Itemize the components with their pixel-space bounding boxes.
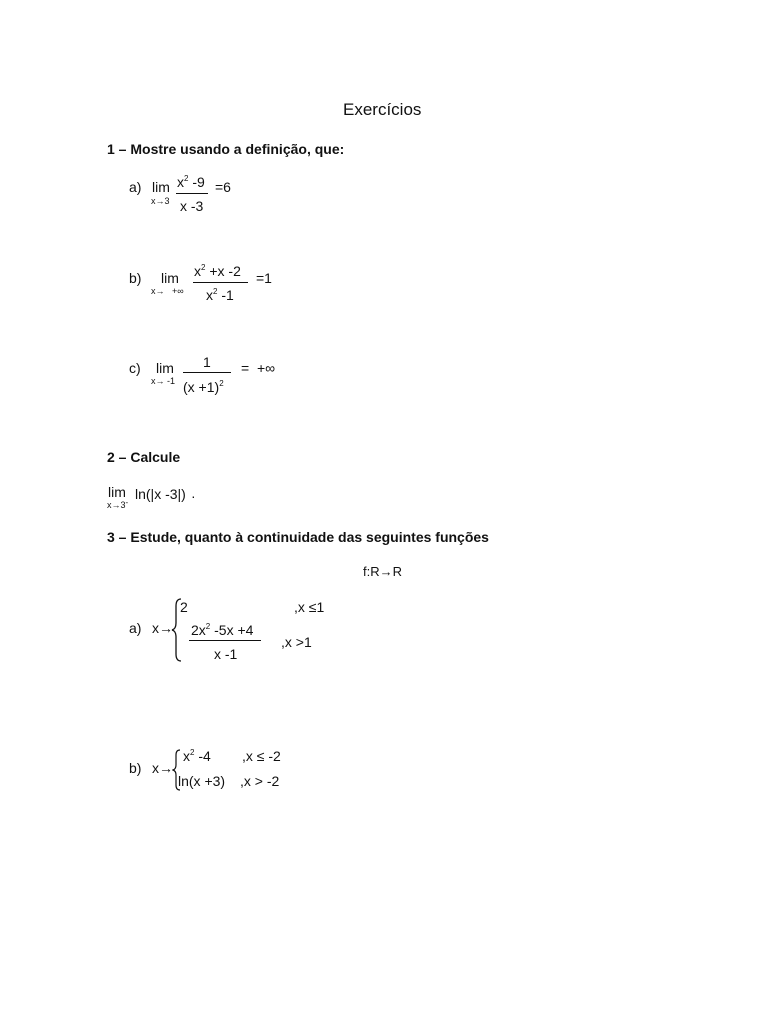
question-3-heading: 3 – Estude, quanto à continuidade das seguintes funções <box>107 529 489 545</box>
question-2-heading: 2 – Calcule <box>107 449 181 465</box>
case-2-condition: ,x >1 <box>281 634 312 650</box>
fraction-numerator: $x^2$ -9 <box>177 174 205 190</box>
lim-symbol: lim <box>108 484 126 500</box>
ln-expression: ln(|x -3|) <box>135 486 186 502</box>
lim-subscript: x→3 <box>151 196 170 206</box>
limit-result: =1 <box>256 270 272 286</box>
item-label: c) <box>129 360 141 376</box>
lim-subscript: x→3- <box>107 498 129 510</box>
equals-sign: = <box>241 360 250 376</box>
lim-symbol: lim <box>152 179 170 195</box>
case-1-value: $x^2$ -4 <box>183 748 211 764</box>
limit-result: =6 <box>215 179 231 195</box>
case-2-denominator: x -1 <box>214 646 238 662</box>
item-label: a) <box>129 620 142 636</box>
lim-subscript: x→ -1 <box>151 376 176 386</box>
case-1-condition: ,x ≤ -2 <box>242 748 281 764</box>
page-title: Exercícios <box>343 100 422 119</box>
fraction-bar <box>183 372 231 373</box>
expression-tail: · <box>191 488 196 504</box>
fraction-bar <box>176 193 208 194</box>
case-2-numerator: $2x^2$ -5x +4 <box>191 622 254 638</box>
item-label: b) <box>129 270 142 286</box>
case-2-value: ln(x +3) <box>178 773 226 789</box>
limit-result: +∞ <box>257 360 276 376</box>
fraction-bar <box>193 282 248 283</box>
item-label: a) <box>129 179 142 195</box>
lim-subscript: x→ +∞ <box>151 286 184 296</box>
fraction-numerator: $x^2 +x$ -2 <box>194 263 241 279</box>
fraction-denominator: x -3 <box>180 198 204 214</box>
fraction-denominator: $x^2$ -1 <box>206 287 234 303</box>
fraction-numerator: 1 <box>203 354 211 370</box>
case-2-condition: ,x > -2 <box>240 773 280 789</box>
fraction-denominator: $(x +1)^2$ <box>183 379 224 395</box>
maps-to: x→ <box>152 620 173 636</box>
maps-to: x→ <box>152 760 173 776</box>
question-1-heading: 1 – Mostre usando a definição, que: <box>107 141 345 157</box>
case-1-condition: ,x ≤1 <box>294 599 325 615</box>
function-domain: f:R→R <box>363 564 402 579</box>
item-label: b) <box>129 760 142 776</box>
fraction-bar <box>189 640 261 641</box>
lim-symbol: lim <box>161 270 179 286</box>
case-1-value: 2 <box>180 599 188 615</box>
lim-symbol: lim <box>156 360 174 376</box>
